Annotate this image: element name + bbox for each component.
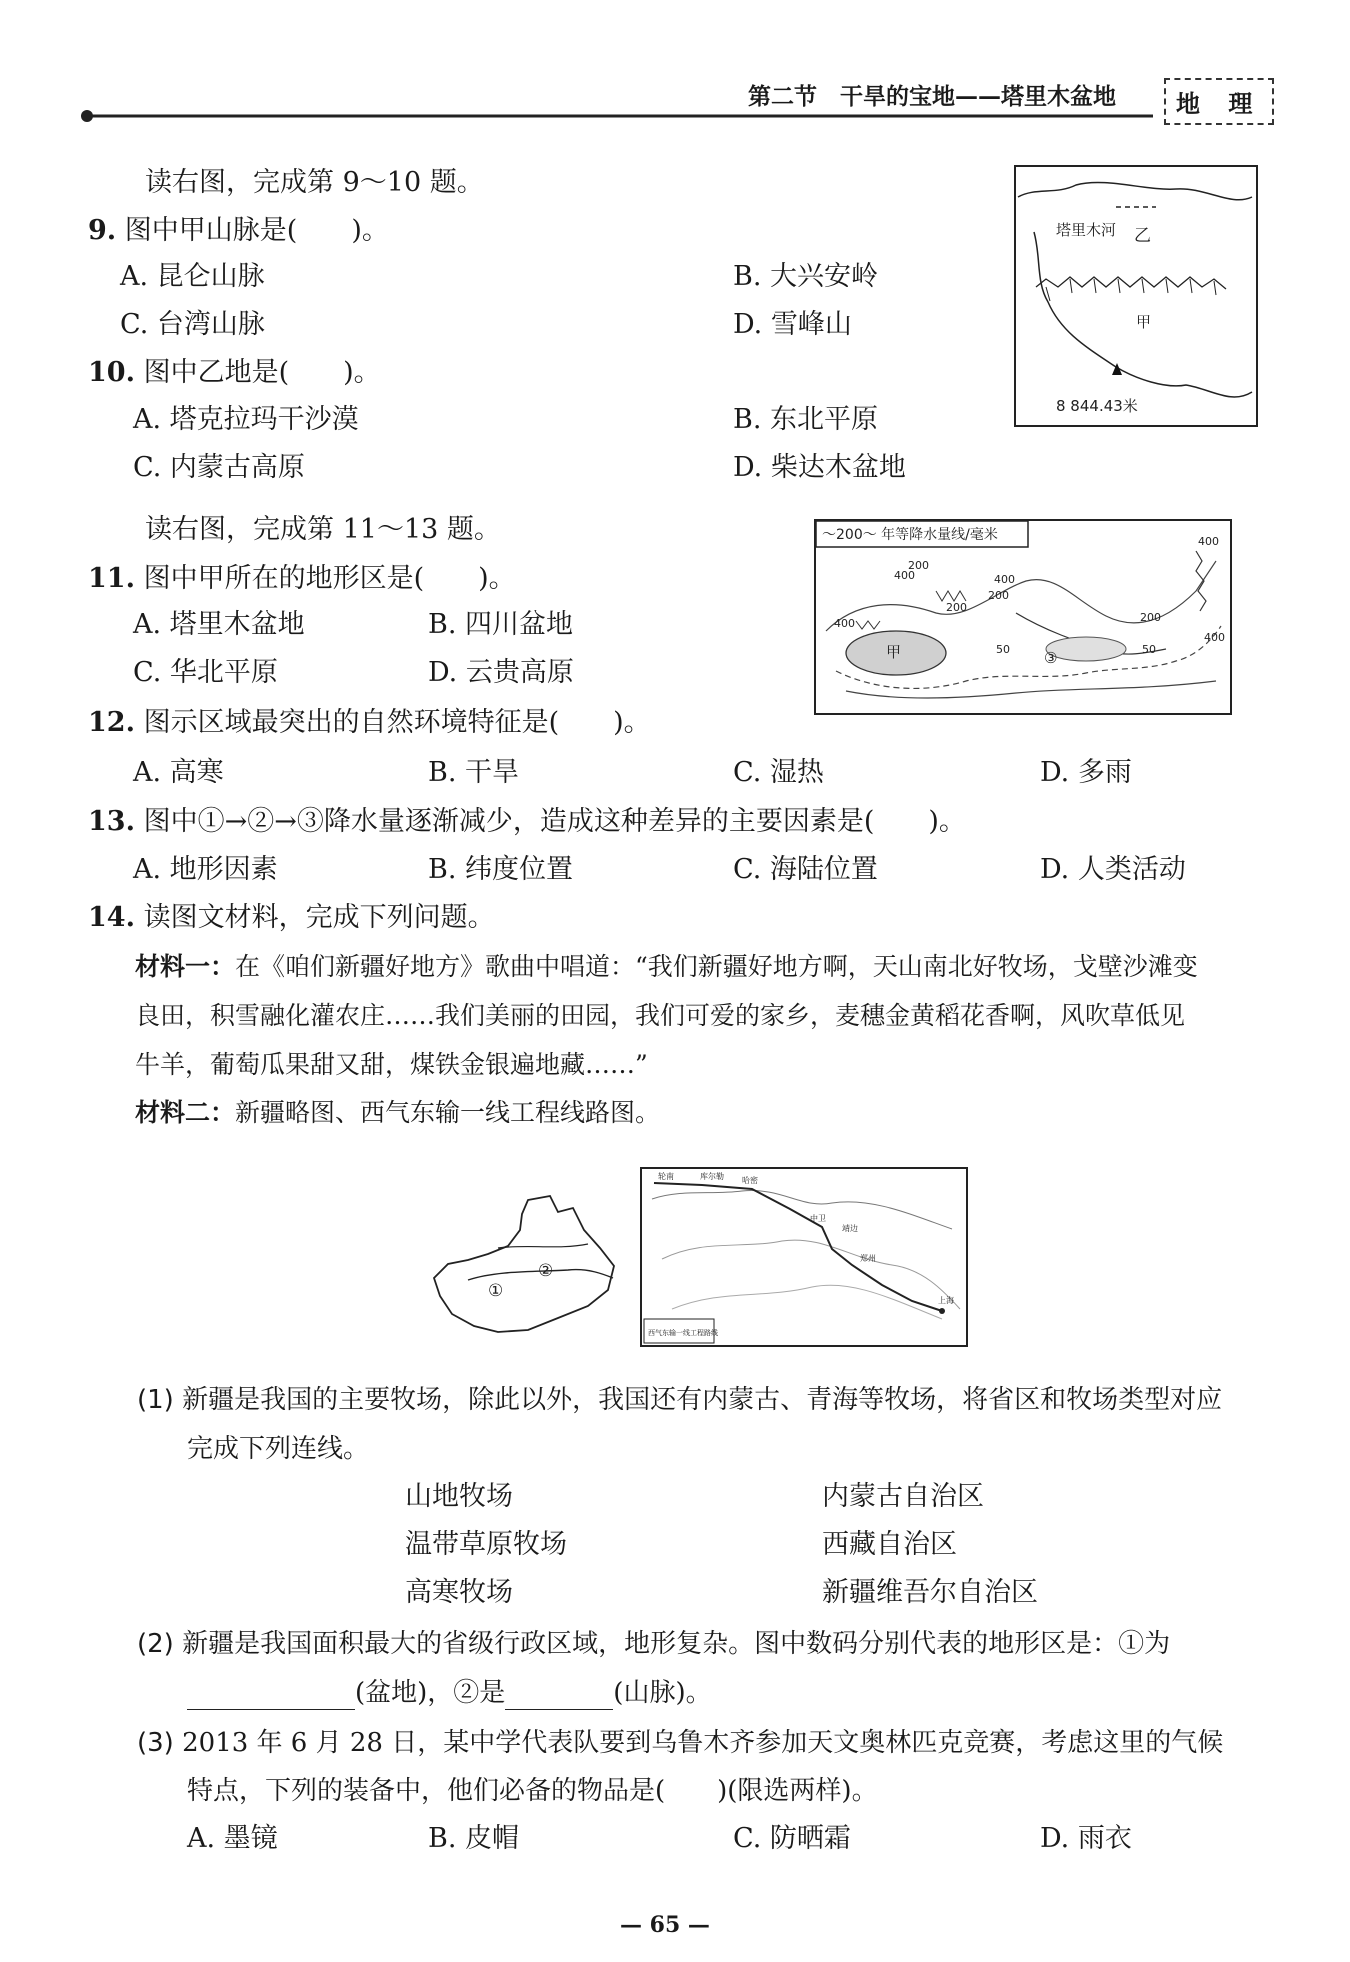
q13-option-c[interactable]: C. 海陆位置 xyxy=(733,854,878,885)
q10-option-c[interactable]: C. 内蒙古高原 xyxy=(133,452,305,483)
material2-text: 新疆略图、西气东输一线工程线路图。 xyxy=(235,1098,661,1127)
place-label: 上海 xyxy=(938,1296,954,1305)
isoline-label: 400 xyxy=(994,573,1015,586)
q10-option-a[interactable]: A. 塔克拉玛干沙漠 xyxy=(133,404,359,435)
place-label: 哈密 xyxy=(742,1176,758,1185)
q11-number: 11. xyxy=(88,563,135,594)
q9-option-b[interactable]: B. 大兴安岭 xyxy=(733,261,879,292)
match-right-2[interactable]: 西藏自治区 xyxy=(822,1529,957,1560)
block2-intro: 读右图，完成第 11～13 题。 xyxy=(145,514,501,545)
q10-option-b[interactable]: B. 东北平原 xyxy=(733,404,879,435)
q13-option-b[interactable]: B. 纬度位置 xyxy=(428,854,574,885)
p3-option-d[interactable]: D. 雨衣 xyxy=(1040,1823,1132,1854)
q11-stem xyxy=(88,562,516,596)
part1-line1 xyxy=(137,1383,1222,1417)
part3-line1 xyxy=(137,1726,1223,1760)
answer-blank-2[interactable] xyxy=(505,1683,613,1710)
q14-number: 14. xyxy=(88,902,135,933)
material1-line1 xyxy=(135,950,1198,984)
precipitation-map xyxy=(814,519,1232,715)
jia-label: 甲 xyxy=(1136,313,1152,331)
pipeline-legend: 西气东输一线工程路线 xyxy=(648,1329,718,1337)
isoline-label: 50 xyxy=(996,643,1010,656)
part1-text: 新疆是我国的主要牧场，除此以外，我国还有内蒙古、青海等牧场，将省区和牧场类型对应 xyxy=(182,1385,1223,1415)
q10-number: 10. xyxy=(88,357,135,388)
match-right-3[interactable]: 新疆维吾尔自治区 xyxy=(822,1577,1038,1608)
material1-line2: 良田，积雪融化灌农庄……我们美丽的田园，我们可爱的家乡，麦穗金黄稻花香啊，风吹草低见 xyxy=(135,1001,1186,1030)
place-label: 郑州 xyxy=(860,1254,876,1263)
q12-option-d[interactable]: D. 多雨 xyxy=(1040,757,1132,788)
isoline-label: 400 xyxy=(834,617,855,630)
q14-text: 读图文材料，完成下列问题。 xyxy=(143,902,495,933)
q10-option-d[interactable]: D. 柴达木盆地 xyxy=(733,452,906,483)
peak-elevation: 8 844.43米 xyxy=(1056,397,1138,415)
q9-text: 图中甲山脉是( )。 xyxy=(124,215,389,246)
q9-number: 9. xyxy=(88,215,117,246)
tarim-map-drawing xyxy=(1016,167,1256,425)
isoline-label: 200 xyxy=(946,601,967,614)
yi-label: 乙 xyxy=(1134,226,1151,246)
header-rule xyxy=(78,108,1158,124)
answer-blank-1[interactable] xyxy=(187,1683,355,1710)
match-left-1[interactable]: 山地牧场 xyxy=(405,1481,513,1512)
isoline-label: 200 xyxy=(988,589,1009,602)
q9-option-c[interactable]: C. 台湾山脉 xyxy=(120,309,265,340)
circle-3-label: ③ xyxy=(1044,649,1058,667)
part1-number: (1) xyxy=(137,1385,174,1415)
match-left-2[interactable]: 温带草原牧场 xyxy=(405,1529,567,1560)
isoline-label: 50 xyxy=(1142,643,1156,656)
place-label: 库尔勒 xyxy=(700,1172,724,1181)
q13-option-a[interactable]: A. 地形因素 xyxy=(133,854,278,885)
xj-circle-1: ① xyxy=(488,1281,504,1301)
part3-text: 2013 年 6 月 28 日，某中学代表队要到乌鲁木齐参加天文奥林匹克竞赛，考虑这里的气候 xyxy=(182,1728,1224,1758)
material1-line3: 牛羊，葡萄瓜果甜又甜，煤铁金银遍地藏……” xyxy=(135,1050,648,1079)
q9-stem xyxy=(88,214,389,248)
q10-stem xyxy=(88,356,381,390)
xinjiang-map xyxy=(428,1190,624,1340)
q12-option-a[interactable]: A. 高寒 xyxy=(133,757,224,788)
q12-option-c[interactable]: C. 湿热 xyxy=(733,757,824,788)
q11-text: 图中甲所在的地形区是( )。 xyxy=(143,563,516,594)
part1-line2: 完成下列连线。 xyxy=(187,1434,370,1464)
place-label: 中卫 xyxy=(810,1214,826,1223)
part2-number: (2) xyxy=(137,1629,174,1659)
material2-line xyxy=(135,1096,660,1130)
q11-option-d[interactable]: D. 云贵高原 xyxy=(428,657,574,688)
part2-line1 xyxy=(137,1627,1170,1661)
match-left-3[interactable]: 高寒牧场 xyxy=(405,1577,513,1608)
place-label: 靖边 xyxy=(842,1224,858,1233)
q14-stem xyxy=(88,901,495,935)
xj-circle-2: ② xyxy=(538,1261,554,1281)
q11-option-a[interactable]: A. 塔里木盆地 xyxy=(133,609,305,640)
pipeline-map-drawing xyxy=(642,1169,966,1345)
section-title: 第二节 干旱的宝地——塔里木盆地 xyxy=(748,83,1116,110)
q11-option-b[interactable]: B. 四川盆地 xyxy=(428,609,574,640)
part2-line2 xyxy=(187,1676,712,1710)
q12-stem xyxy=(88,706,651,740)
part2-basin-suffix: (盆地)，②是 xyxy=(355,1678,506,1708)
part2-text: 新疆是我国面积最大的省级行政区域，地形复杂。图中数码分别代表的地形区是：①为 xyxy=(182,1629,1171,1659)
q9-option-a[interactable]: A. 昆仑山脉 xyxy=(120,261,265,292)
q12-number: 12. xyxy=(88,707,135,738)
block1-intro: 读右图，完成第 9～10 题。 xyxy=(145,167,484,198)
q13-text: 图中①→②→③降水量逐渐减少，造成这种差异的主要因素是( )。 xyxy=(143,806,966,837)
material1-text: 在《咱们新疆好地方》歌曲中唱道：“我们新疆好地方啊，天山南北好牧场，戈壁沙滩变 xyxy=(235,952,1198,981)
p3-option-b[interactable]: B. 皮帽 xyxy=(428,1823,520,1854)
q11-option-c[interactable]: C. 华北平原 xyxy=(133,657,278,688)
material1-label: 材料一： xyxy=(135,952,236,981)
p3-option-c[interactable]: C. 防晒霜 xyxy=(733,1823,851,1854)
part2-mountain-suffix: (山脉)。 xyxy=(613,1678,712,1708)
part3-number: (3) xyxy=(137,1728,174,1758)
q12-option-b[interactable]: B. 干旱 xyxy=(428,757,520,788)
place-label: 轮南 xyxy=(658,1172,674,1181)
isoline-label: 200 xyxy=(1140,611,1161,624)
tarim-river-label: 塔里木河 xyxy=(1056,221,1117,239)
isoline-label: 400 xyxy=(1204,631,1225,644)
precipitation-map-drawing xyxy=(816,521,1230,713)
q13-option-d[interactable]: D. 人类活动 xyxy=(1040,854,1186,885)
pipeline-map xyxy=(640,1167,968,1347)
q12-text: 图示区域最突出的自然环境特征是( )。 xyxy=(143,707,651,738)
q10-text: 图中乙地是( )。 xyxy=(143,357,381,388)
q9-option-d[interactable]: D. 雪峰山 xyxy=(733,309,852,340)
q13-number: 13. xyxy=(88,806,135,837)
page-number: — 65 — xyxy=(620,1912,710,1938)
q13-stem xyxy=(88,805,966,839)
material2-label: 材料二： xyxy=(135,1098,236,1127)
isoline-label: 200 xyxy=(908,559,929,572)
precip-jia-label: 甲 xyxy=(886,643,902,661)
isoline-label: 400 xyxy=(1198,535,1219,548)
tarim-map xyxy=(1014,165,1258,427)
p3-option-a[interactable]: A. 墨镜 xyxy=(187,1823,278,1854)
isoline-label: 400 xyxy=(894,569,915,582)
subject-tag: 地 理 xyxy=(1164,78,1274,125)
part3-line2: 特点，下列的装备中，他们必备的物品是( )(限选两样)。 xyxy=(187,1776,878,1806)
match-right-1[interactable]: 内蒙古自治区 xyxy=(822,1481,984,1512)
precip-legend: ～200～ 年等降水量线/毫米 xyxy=(822,527,998,543)
